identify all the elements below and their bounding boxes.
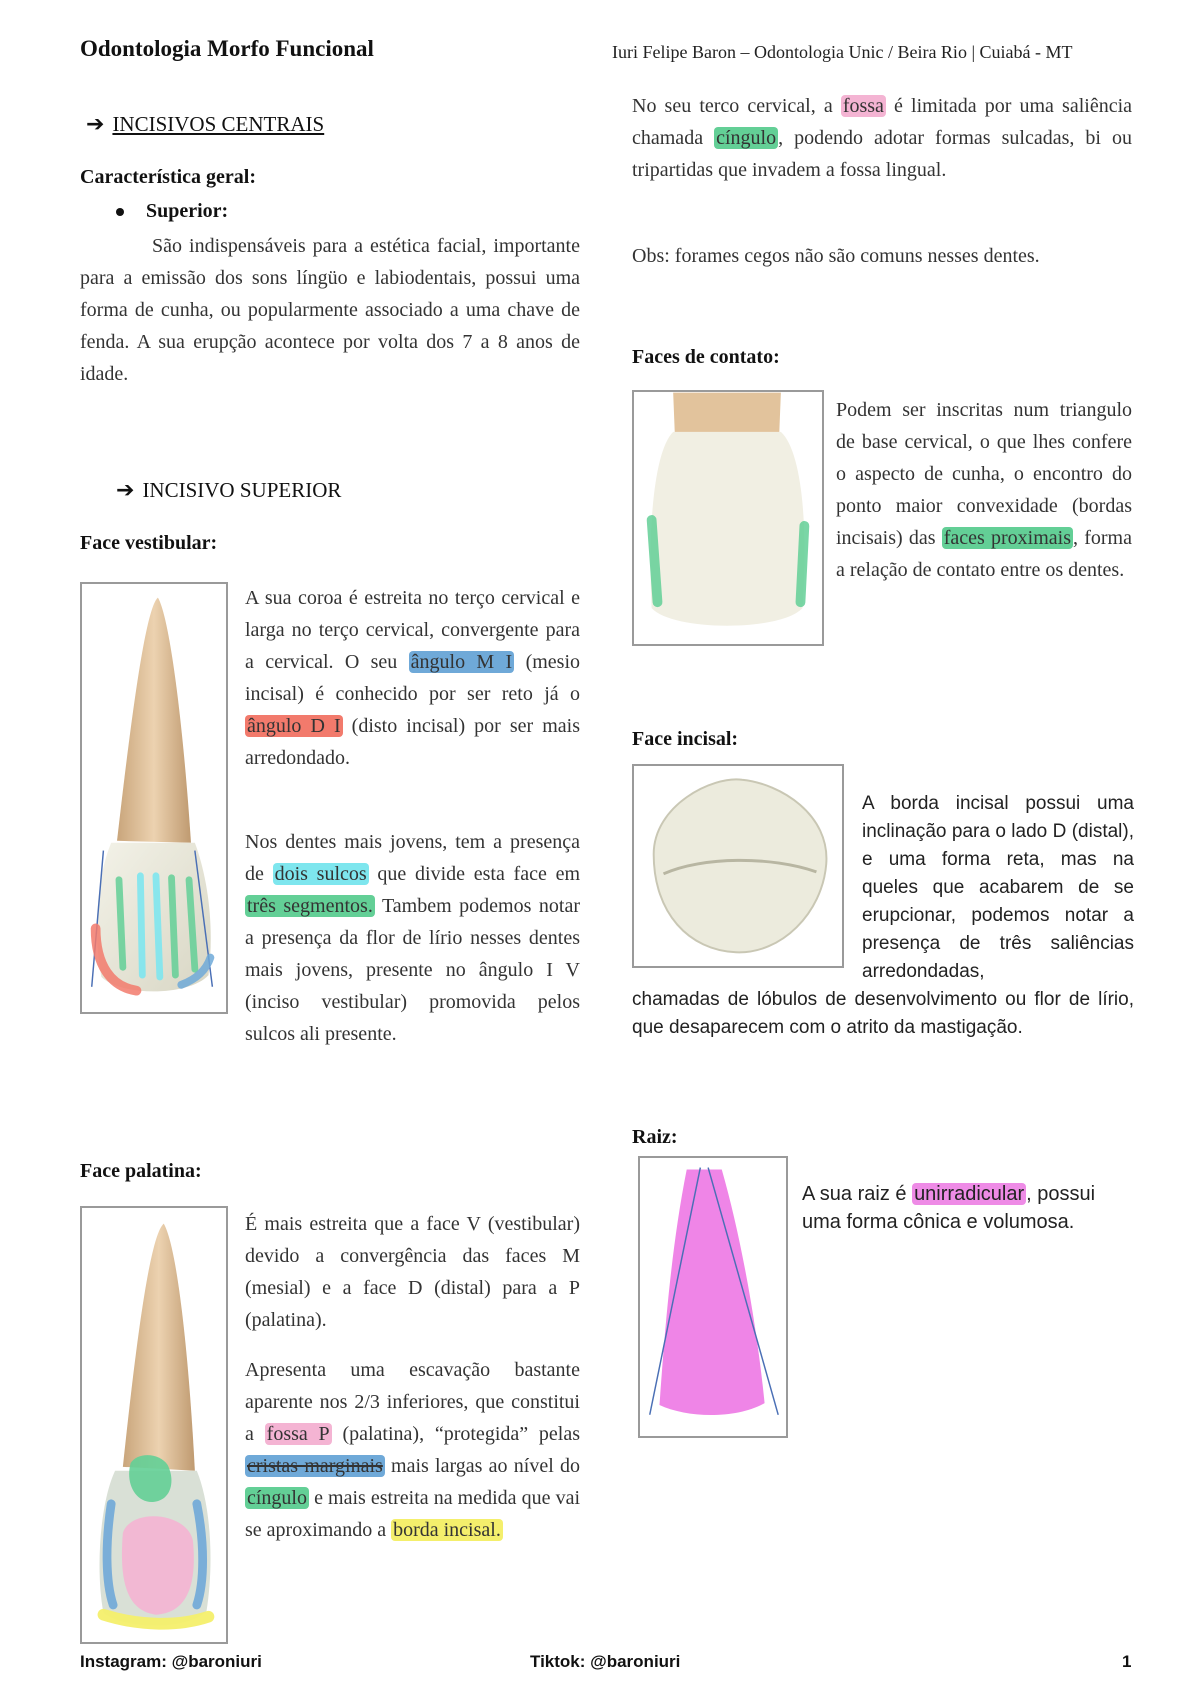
section-heading-incisivos-centrais bbox=[86, 112, 324, 137]
highlight-fossa-p: fossa P bbox=[266, 1423, 330, 1445]
vestibular-paragraph-1 bbox=[245, 582, 580, 774]
highlight-cingulo: cíngulo bbox=[247, 1487, 307, 1509]
arrow-right-icon: ➔ bbox=[86, 112, 105, 137]
incisal-paragraph: A borda incisal possui uma inclinação para o lado D (distal), e uma forma reta, mas na queles que acabarem de se erupcionar, podemos notar a presença de três saliências arredondadas, bbox=[862, 793, 1134, 982]
raiz-tooth-illustration bbox=[640, 1158, 786, 1436]
incisal-tooth-figure bbox=[632, 764, 844, 968]
section-heading-label: INCISIVO SUPERIOR bbox=[142, 478, 342, 502]
highlight-unirradicular: unirradicular bbox=[914, 1183, 1025, 1205]
document-title: Odontologia Morfo Funcional bbox=[80, 36, 374, 61]
vest-p2-text-b: que divide esta face em bbox=[368, 863, 581, 885]
contato-tooth-illustration bbox=[634, 392, 822, 644]
section-heading-incisivo-superior bbox=[116, 478, 341, 503]
highlight-fossa: fossa bbox=[842, 95, 884, 117]
pal-p2-text-a: Apresenta uma escavação bastante aparente nos 2/3 inferiores, que constitui a bbox=[245, 1359, 580, 1445]
contato-text-a: Podem ser inscritas num triangulo de base cervical, o que lhes confere o aspecto de cunha, o encontro do ponto maior convexidade (bordas incisais) das bbox=[836, 399, 1132, 549]
top-p1-text-c: , podendo adotar formas sulcadas, bi ou tripartidas que invadem a fossa lingual. bbox=[632, 127, 1132, 181]
raiz-tooth-figure bbox=[638, 1156, 788, 1438]
highlight-borda-incisal: borda incisal. bbox=[393, 1519, 501, 1541]
obs-note: Obs: forames cegos não são comuns nesses dentes. bbox=[632, 245, 1040, 267]
vest-p1-text-c: (disto incisal) por ser mais arredondado. bbox=[245, 715, 580, 769]
pal-p2-text-c: mais largas ao nível do bbox=[384, 1455, 580, 1477]
superior-label: Superior: bbox=[146, 200, 229, 222]
page-number: 1 bbox=[1122, 1652, 1132, 1671]
contato-text-b: , forma a relação de contato entre os dentes. bbox=[836, 527, 1132, 581]
raiz-text-a: A sua raiz é bbox=[802, 1183, 913, 1205]
highlight-angulo-mi: ângulo M I bbox=[410, 651, 513, 673]
vest-p1-text-b: (mesio incisal) é conhecido por ser reto já o bbox=[245, 651, 580, 705]
vest-p2-text-c: Tambem podemos notar a presença da flor de lírio nesses dentes mais jovens, presente no ângulo I V (inciso vestibular) promovida pelos sulcos ali presente. bbox=[245, 895, 580, 1045]
highlight-tres-segmentos: três segmentos. bbox=[247, 895, 373, 917]
arrow-right-icon: ➔ bbox=[116, 478, 135, 503]
raiz-text-b: , possui uma forma cônica e volumosa. bbox=[802, 1183, 1096, 1233]
highlight-angulo-di: ângulo D I bbox=[247, 715, 341, 737]
pal-p2-text-d: e mais estreita na medida que vai se aproximando a bbox=[245, 1487, 580, 1541]
palatine-tooth-figure bbox=[80, 1206, 228, 1644]
highlight-cristas-marginais: cristas marginais bbox=[247, 1455, 383, 1477]
vestibular-tooth-figure bbox=[80, 582, 228, 1014]
intro-paragraph: São indispensáveis para a estética facial, importante para a emissão dos sons língüo e labiodentais, possui uma forma de cunha, ou popularmente associado a uma chave de fenda. A sua erupção acontece por volta dos 7 a 8 anos de idade. bbox=[80, 235, 580, 385]
top-p1-text-b: é limitada por uma saliência chamada bbox=[632, 95, 1133, 149]
vestibular-paragraph-2 bbox=[245, 826, 580, 1050]
bullet-icon bbox=[116, 208, 124, 216]
highlight-faces-proximais: faces proximais bbox=[943, 527, 1072, 549]
instagram-handle: Instagram: @baroniuri bbox=[80, 1652, 262, 1671]
author-info: Iuri Felipe Baron – Odontologia Unic / Beira Rio | Cuiabá - MT bbox=[612, 42, 1073, 62]
face-incisal-label: Face incisal: bbox=[632, 728, 739, 750]
vestibular-tooth-illustration bbox=[82, 584, 226, 1012]
vest-p2-text-a: Nos dentes mais jovens, tem a presença de bbox=[245, 831, 580, 885]
highlight-cingulo-top: cíngulo bbox=[716, 127, 777, 149]
face-palatina-label: Face palatina: bbox=[80, 1160, 202, 1182]
faces-contato-label: Faces de contato: bbox=[632, 346, 780, 368]
tiktok-handle: Tiktok: @baroniuri bbox=[530, 1652, 681, 1671]
raiz-label: Raiz: bbox=[632, 1126, 678, 1148]
raiz-paragraph bbox=[802, 1180, 1132, 1236]
top-p1-text-a: No seu terco cervical, a bbox=[632, 95, 841, 117]
superior-bullet bbox=[116, 200, 228, 223]
fossa-paragraph bbox=[632, 90, 1132, 186]
face-vestibular-label: Face vestibular: bbox=[80, 532, 218, 554]
palatine-tooth-illustration bbox=[82, 1208, 226, 1642]
caracteristica-geral-label: Característica geral: bbox=[80, 166, 257, 188]
contato-tooth-figure bbox=[632, 390, 824, 646]
section-heading-label: INCISIVOS CENTRAIS bbox=[112, 112, 325, 136]
incisal-paragraph-continued: chamadas de lóbulos de desenvolvimento ou flor de lírio, que desaparecem com o atrito da mastigação. bbox=[632, 989, 1134, 1038]
contato-paragraph bbox=[836, 394, 1132, 586]
pal-p2-text-b: (palatina), “protegida” pelas bbox=[331, 1423, 580, 1445]
highlight-dois-sulcos: dois sulcos bbox=[274, 863, 367, 885]
vest-p1-text-a: A sua coroa é estreita no terço cervical e larga no terço cervical, convergente para a cervical. O seu bbox=[245, 587, 580, 673]
incisal-tooth-illustration bbox=[634, 766, 842, 966]
palatina-paragraph-1: É mais estreita que a face V (vestibular) devido a convergência das faces M (mesial) e a face D (distal) para a P (palatina). bbox=[245, 1213, 580, 1331]
palatina-paragraph-2 bbox=[245, 1354, 580, 1546]
